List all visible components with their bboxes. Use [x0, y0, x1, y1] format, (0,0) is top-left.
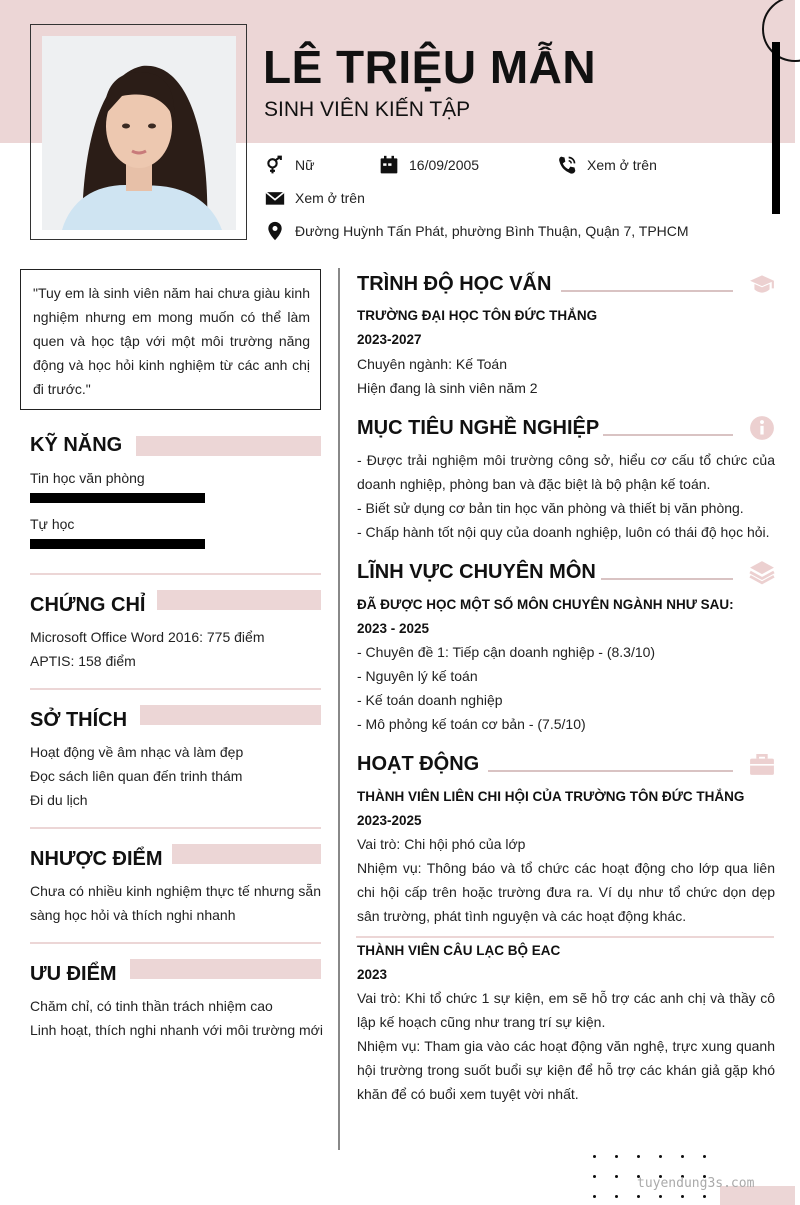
- skill-label: Tin học văn phòng: [30, 470, 145, 486]
- mail-icon: [265, 188, 285, 208]
- watermark: tuyendung3s.com: [637, 1176, 755, 1191]
- skill-level-bar: [30, 493, 205, 503]
- briefcase-icon: [749, 751, 775, 777]
- certificate-item: Microsoft Office Word 2016: 775 điểm: [30, 629, 265, 645]
- education-status: Hiện đang là sinh viên năm 2: [357, 380, 538, 396]
- hobbies-title: SỞ THÍCH: [30, 709, 128, 731]
- contact-address: [265, 221, 689, 241]
- hobbies-title-bar: [140, 705, 321, 725]
- activity-role: Vai trò: Chi hội phó của lớp: [357, 836, 526, 852]
- skills-title-bar: [136, 436, 321, 456]
- activity-org: THÀNH VIÊN LIÊN CHI HỘI CỦA TRƯỜNG TÔN ĐỨC THẮNG: [357, 789, 745, 804]
- course-item: - Chuyên đề 1: Tiếp cận doanh nghiệp - (8.3/10): [357, 644, 656, 660]
- education-major: Chuyên ngành: Kế Toán: [357, 356, 507, 372]
- decorative-dot: [659, 1155, 662, 1158]
- activities-title: HOẠT ĐỘNG: [357, 753, 480, 775]
- section-line: [603, 434, 733, 436]
- skill-label: Tự học: [30, 516, 75, 532]
- contact-email: [265, 188, 365, 208]
- education-title: TRÌNH ĐỘ HỌC VẤN: [357, 273, 552, 295]
- strength-item: Linh hoạt, thích nghi nhanh với môi trường mới: [30, 1022, 323, 1038]
- strengths-title: ƯU ĐIỂM: [30, 963, 117, 985]
- activity-years: 2023-2025: [357, 813, 422, 828]
- decorative-dot: [681, 1155, 684, 1158]
- course-item: - Mô phỏng kế toán cơ bản - (7.5/10): [357, 716, 586, 732]
- decorative-dot: [615, 1195, 618, 1198]
- hobby-item: Đi du lịch: [30, 792, 88, 808]
- info-icon: [749, 415, 775, 441]
- column-divider: [338, 268, 340, 1150]
- contact-dob: [379, 155, 479, 175]
- section-divider: [30, 573, 321, 575]
- layers-icon: [749, 559, 775, 585]
- objective-item: - Biết sử dụng cơ bản tin học văn phòng và thiết bị văn phòng.: [357, 500, 744, 516]
- candidate-name: LÊ TRIỆU MẪN: [263, 41, 597, 93]
- certificates-title: CHỨNG CHỈ: [30, 594, 146, 616]
- section-line: [561, 290, 733, 292]
- decorative-dot: [593, 1175, 596, 1178]
- gender-icon: [265, 155, 285, 175]
- decorative-dot: [593, 1195, 596, 1198]
- section-divider: [30, 942, 321, 944]
- activity-org: THÀNH VIÊN CÂU LẠC BỘ EAC: [357, 943, 561, 958]
- phone-icon: [557, 155, 577, 175]
- certificates-title-bar: [157, 590, 321, 610]
- hobby-item: Hoạt động về âm nhạc và làm đẹp: [30, 744, 244, 760]
- activity-years: 2023: [357, 967, 388, 982]
- school-name: TRƯỜNG ĐẠI HỌC TÔN ĐỨC THẮNG: [357, 308, 598, 323]
- decorative-dot: [681, 1195, 684, 1198]
- intro-quote: "Tuy em là sinh viên năm hai chưa giàu kinh nghiệm nhưng em mong muốn có thể làm quen và học tập với một môi trường năng động và học hỏi kinh nghiệm từ các anh chị đi trước.": [20, 269, 321, 410]
- dob-value: 16/09/2005: [409, 157, 480, 173]
- decorative-dot: [637, 1195, 640, 1198]
- hobby-item: Đọc sách liên quan đến trinh thám: [30, 768, 243, 784]
- decorative-dot: [615, 1155, 618, 1158]
- education-years: 2023-2027: [357, 332, 422, 347]
- section-line: [488, 770, 733, 772]
- calendar-icon: [379, 155, 399, 175]
- section-divider: [30, 688, 321, 690]
- decorative-dot: [703, 1195, 706, 1198]
- graduation-cap-icon: [749, 271, 775, 297]
- decorative-vertical-bar: [772, 42, 780, 214]
- weaknesses-text: Chưa có nhiều kinh nghiệm thực tế nhưng sẵn sàng học hỏi và thích nghi nhanh: [30, 883, 321, 923]
- weaknesses-title: NHƯỢC ĐIỂM: [30, 848, 163, 870]
- activity-duty: Nhiệm vụ: Tham gia vào các hoạt động văn nghệ, trực xung quanh hội trường trong suốt buổi sự kiện để hỗ trợ các khán giả gặp khó khăn để có buổi xem tuyệt vời nhất.: [357, 1038, 775, 1102]
- decorative-dot: [703, 1155, 706, 1158]
- strength-item: Chăm chỉ, có tinh thần trách nhiệm cao: [30, 998, 273, 1014]
- phone-value: Xem ở trên: [587, 157, 657, 173]
- skills-title: KỸ NĂNG: [30, 434, 123, 456]
- section-line: [601, 578, 733, 580]
- email-value: Xem ở trên: [295, 190, 365, 206]
- objective-item: - Chấp hành tốt nội quy của doanh nghiệp, luôn có thái độ học hỏi.: [357, 524, 770, 540]
- photo-frame: [30, 24, 247, 240]
- activity-role: Vai trò: Khi tổ chức 1 sự kiện, em sẽ hỗ trợ các anh chị và thầy cô lập kế hoạch cũng như trang trí sự kiện.: [357, 990, 775, 1030]
- objective-title: MỤC TIÊU NGHỀ NGHIỆP: [357, 417, 600, 439]
- decorative-dot: [593, 1155, 596, 1158]
- section-divider: [30, 827, 321, 829]
- activity-duty: Nhiệm vụ: Thông báo và tổ chức các hoạt động cho lớp qua liên chi hội cấp trên hoặc trường đưa ra. Ví dụ như tổ chức dọn dẹp sân trường, phát tình nguyện và các hoạt động khác.: [357, 860, 775, 924]
- gender-value: Nữ: [295, 157, 315, 173]
- activity-divider: [356, 936, 774, 938]
- expertise-years: 2023 - 2025: [357, 621, 430, 636]
- decorative-dot: [615, 1175, 618, 1178]
- strengths-title-bar: [130, 959, 321, 979]
- expertise-title: LĨNH VỰC CHUYÊN MÔN: [357, 561, 596, 583]
- contact-phone: [557, 155, 657, 175]
- candidate-title: SINH VIÊN KIẾN TẬP: [264, 98, 471, 121]
- contact-gender: [265, 155, 314, 175]
- objective-item: - Được trải nghiệm môi trường công sở, hiểu cơ cấu tổ chức của doanh nghiệp, phòng ban và đặc biệt là bộ phận kế toán.: [357, 452, 775, 492]
- address-value: Đường Huỳnh Tấn Phát, phường Bình Thuận, Quận 7, TPHCM: [295, 223, 689, 239]
- course-item: - Nguyên lý kế toán: [357, 668, 478, 684]
- expertise-heading: ĐÃ ĐƯỢC HỌC MỘT SỐ MÔN CHUYÊN NGÀNH NHƯ SAU:: [357, 597, 734, 612]
- decorative-dot: [637, 1155, 640, 1158]
- course-item: - Kế toán doanh nghiệp: [357, 692, 503, 708]
- certificate-item: APTIS: 158 điểm: [30, 653, 136, 669]
- weaknesses-title-bar: [172, 844, 321, 864]
- location-pin-icon: [265, 221, 285, 241]
- decorative-dot: [659, 1195, 662, 1198]
- skill-level-bar: [30, 539, 205, 549]
